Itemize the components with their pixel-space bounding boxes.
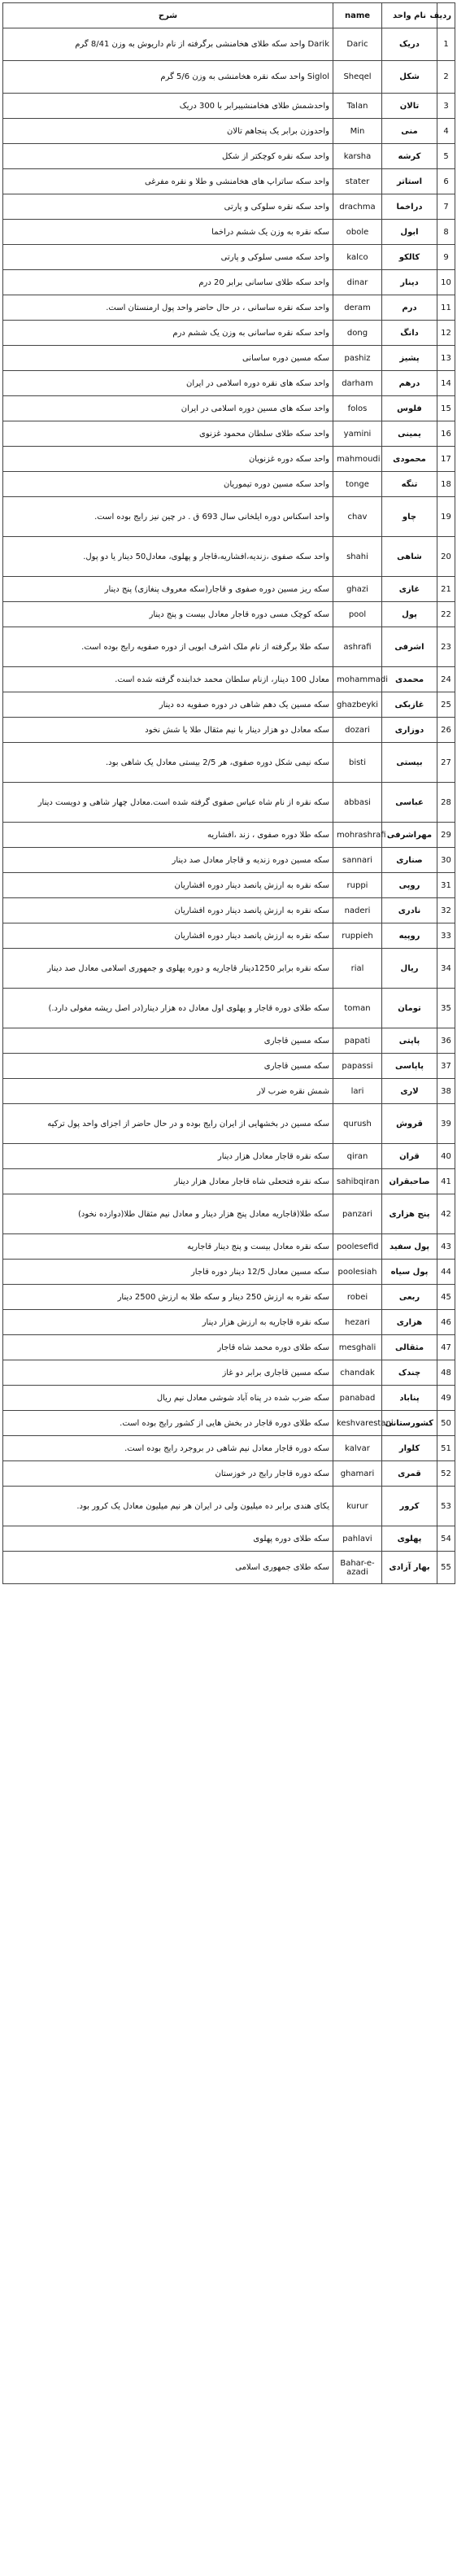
table-row bbox=[3, 537, 455, 577]
table-row bbox=[3, 1386, 455, 1411]
row-number: 27 bbox=[437, 743, 455, 783]
row-number: 54 bbox=[437, 1526, 455, 1552]
row-number: 9 bbox=[437, 245, 455, 270]
description: سکه نقره از نام شاه عباس صفوی گرفته شده است.معادل چهار شاهی و دویست دینار bbox=[3, 783, 333, 823]
table-row bbox=[3, 61, 455, 94]
description: معادل 100 دینار، ازنام سلطان محمد خدابنده گرفته شده است. bbox=[3, 667, 333, 692]
table-row bbox=[3, 119, 455, 144]
row-number: 12 bbox=[437, 321, 455, 346]
description: سکه نقره به ارزش 250 دینار و سکه طلا به ارزش 2500 دینار bbox=[3, 1285, 333, 1310]
unit-name: شکل bbox=[382, 61, 437, 94]
latin-name: keshvarestani bbox=[333, 1411, 382, 1436]
latin-name: Daric bbox=[333, 28, 382, 61]
unit-name: لاری bbox=[382, 1079, 437, 1104]
unit-name: استاتر bbox=[382, 169, 437, 194]
unit-name: پشیز bbox=[382, 346, 437, 371]
latin-name: chav bbox=[333, 497, 382, 537]
unit-name: محمودی bbox=[382, 447, 437, 472]
row-number: 32 bbox=[437, 898, 455, 923]
unit-name: درهم bbox=[382, 371, 437, 396]
description: سکه مسین قاجاری برابر دو غاز bbox=[3, 1360, 333, 1386]
description: Darik واحد سکه طلای هخامنشی برگرفته از نام داریوش به وزن 8/41 گرم bbox=[3, 28, 333, 61]
table-row bbox=[3, 270, 455, 295]
unit-name: فلوس bbox=[382, 396, 437, 421]
description: واحد سکه نقره ساسانی به وزن یک ششم درم bbox=[3, 321, 333, 346]
latin-name: obole bbox=[333, 220, 382, 245]
description: یکای هندی برابر ده میلیون ولی در ایران هر نیم میلیون معادل یک کرور بود. bbox=[3, 1487, 333, 1526]
latin-name: shahi bbox=[333, 537, 382, 577]
row-number: 21 bbox=[437, 577, 455, 602]
row-number: 45 bbox=[437, 1285, 455, 1310]
unit-name: پناباد bbox=[382, 1386, 437, 1411]
table-row bbox=[3, 949, 455, 989]
table-row bbox=[3, 194, 455, 220]
unit-name: کالکو bbox=[382, 245, 437, 270]
unit-name: روپیه bbox=[382, 923, 437, 949]
unit-name: چندک bbox=[382, 1360, 437, 1386]
latin-name: poolesiah bbox=[333, 1260, 382, 1285]
unit-name: دریک bbox=[382, 28, 437, 61]
description: سکه نقره قاجاریه به ارزش هزار دینار bbox=[3, 1310, 333, 1335]
table-row bbox=[3, 28, 455, 61]
description: سکه معادل دو هزار دینار با نیم مثقال طلا یا شش نخود bbox=[3, 718, 333, 743]
latin-name: ghazi bbox=[333, 577, 382, 602]
unit-name: تالان bbox=[382, 94, 437, 119]
header-description: شرح bbox=[3, 3, 333, 28]
row-number: 1 bbox=[437, 28, 455, 61]
description: سکه نقره فتحعلی شاه قاجار معادل هزار دینار bbox=[3, 1169, 333, 1194]
table-row bbox=[3, 169, 455, 194]
description: سکه طلای دوره قاجار در بخش هایی از کشور رایج بوده است. bbox=[3, 1411, 333, 1436]
row-number: 16 bbox=[437, 421, 455, 447]
table-row bbox=[3, 371, 455, 396]
unit-name: پاپتی bbox=[382, 1028, 437, 1054]
table-row bbox=[3, 1552, 455, 1584]
unit-name: مهراشرفی bbox=[382, 823, 437, 848]
row-number: 49 bbox=[437, 1386, 455, 1411]
row-number: 10 bbox=[437, 270, 455, 295]
row-number: 36 bbox=[437, 1028, 455, 1054]
row-number: 22 bbox=[437, 602, 455, 627]
row-number: 46 bbox=[437, 1310, 455, 1335]
table-row bbox=[3, 1169, 455, 1194]
description: واحد سکه نقره سلوکی و پارتی bbox=[3, 194, 333, 220]
table-row bbox=[3, 1335, 455, 1360]
latin-name: robei bbox=[333, 1285, 382, 1310]
table-row bbox=[3, 602, 455, 627]
latin-name: yamini bbox=[333, 421, 382, 447]
latin-name: pashiz bbox=[333, 346, 382, 371]
unit-name: روپی bbox=[382, 873, 437, 898]
row-number: 17 bbox=[437, 447, 455, 472]
latin-name: hezari bbox=[333, 1310, 382, 1335]
latin-name: bisti bbox=[333, 743, 382, 783]
latin-name: chandak bbox=[333, 1360, 382, 1386]
row-number: 52 bbox=[437, 1461, 455, 1487]
table-row bbox=[3, 1526, 455, 1552]
latin-name: abbasi bbox=[333, 783, 382, 823]
latin-name: dong bbox=[333, 321, 382, 346]
latin-name: papati bbox=[333, 1028, 382, 1054]
description: واحدشمش طلای هخامنشیبرابر با 300 دریک bbox=[3, 94, 333, 119]
latin-name: Talan bbox=[333, 94, 382, 119]
description: واحد سکه های مسین دوره اسلامی در ایران bbox=[3, 396, 333, 421]
unit-name: قمری bbox=[382, 1461, 437, 1487]
table-row bbox=[3, 321, 455, 346]
row-number: 13 bbox=[437, 346, 455, 371]
unit-name: مثقالی bbox=[382, 1335, 437, 1360]
row-number: 43 bbox=[437, 1234, 455, 1260]
table-row bbox=[3, 1310, 455, 1335]
table-row bbox=[3, 667, 455, 692]
description: سکه مسین دوره زندیه و قاجار معادل صد دینار bbox=[3, 848, 333, 873]
row-number: 35 bbox=[437, 989, 455, 1028]
description: سکه نقره به ارزش پانصد دینار دوره افشاریان bbox=[3, 898, 333, 923]
description: واحد اسکناس دوره ایلخانی سال 693 ق . در چین نیز رایج بوده است. bbox=[3, 497, 333, 537]
description: واحد سکه طلای ساسانی برابر 20 درم bbox=[3, 270, 333, 295]
table-row bbox=[3, 692, 455, 718]
latin-name: folos bbox=[333, 396, 382, 421]
latin-name: papassi bbox=[333, 1054, 382, 1079]
description: سکه مسین یک دهم شاهی در دوره صفویه ده دینار bbox=[3, 692, 333, 718]
unit-name: تومان bbox=[382, 989, 437, 1028]
unit-name: قروش bbox=[382, 1104, 437, 1144]
description: سکه طلا دوره صفوی ، زند ،افشاریه bbox=[3, 823, 333, 848]
table-row bbox=[3, 396, 455, 421]
description: واحد سکه مسین دوره تیموریان bbox=[3, 472, 333, 497]
description: واحد سکه ساتراپ های هخامنشی و طلا و نقره مفرغی bbox=[3, 169, 333, 194]
row-number: 44 bbox=[437, 1260, 455, 1285]
latin-name: tonge bbox=[333, 472, 382, 497]
description: واحد سکه مسی سلوکی و پارتی bbox=[3, 245, 333, 270]
table-row bbox=[3, 627, 455, 667]
unit-name: ابول bbox=[382, 220, 437, 245]
row-number: 25 bbox=[437, 692, 455, 718]
unit-name: غازبکی bbox=[382, 692, 437, 718]
latin-name: deram bbox=[333, 295, 382, 321]
unit-name: پنج هزاری bbox=[382, 1194, 437, 1234]
unit-name: عباسی bbox=[382, 783, 437, 823]
table-row bbox=[3, 823, 455, 848]
table-row bbox=[3, 1234, 455, 1260]
row-number: 37 bbox=[437, 1054, 455, 1079]
row-number: 48 bbox=[437, 1360, 455, 1386]
unit-name: هزاری bbox=[382, 1310, 437, 1335]
row-number: 7 bbox=[437, 194, 455, 220]
table-row bbox=[3, 1194, 455, 1234]
table-row bbox=[3, 783, 455, 823]
row-number: 29 bbox=[437, 823, 455, 848]
table-row bbox=[3, 295, 455, 321]
latin-name: Bahar-e-azadi bbox=[333, 1552, 382, 1584]
table-row bbox=[3, 1144, 455, 1169]
unit-name: کشورستانی bbox=[382, 1411, 437, 1436]
table-row bbox=[3, 1104, 455, 1144]
latin-name: drachma bbox=[333, 194, 382, 220]
description: Siglol واحد سکه نقره هخامنشی به وزن 5/6 گرم bbox=[3, 61, 333, 94]
table-row bbox=[3, 447, 455, 472]
unit-name: دینار bbox=[382, 270, 437, 295]
row-number: 5 bbox=[437, 144, 455, 169]
description: واحد سکه دوره غزنویان bbox=[3, 447, 333, 472]
row-number: 15 bbox=[437, 396, 455, 421]
description: سکه مسین معادل 12/5 دینار دوره قاجار bbox=[3, 1260, 333, 1285]
latin-name: kalco bbox=[333, 245, 382, 270]
latin-name: toman bbox=[333, 989, 382, 1028]
unit-name: پهلوی bbox=[382, 1526, 437, 1552]
row-number: 24 bbox=[437, 667, 455, 692]
header-row bbox=[3, 3, 455, 28]
unit-name: کلوار bbox=[382, 1436, 437, 1461]
table-row bbox=[3, 245, 455, 270]
table-row bbox=[3, 718, 455, 743]
unit-name: ریال bbox=[382, 949, 437, 989]
table-row bbox=[3, 1028, 455, 1054]
description: واحد سکه نقره کوچکتر از شکل bbox=[3, 144, 333, 169]
latin-name: qiran bbox=[333, 1144, 382, 1169]
unit-name: ربعی bbox=[382, 1285, 437, 1310]
row-number: 14 bbox=[437, 371, 455, 396]
description: سکه دوره قاجار رایج در خوزستان bbox=[3, 1461, 333, 1487]
table-row bbox=[3, 421, 455, 447]
latin-name: panabad bbox=[333, 1386, 382, 1411]
latin-name: sannari bbox=[333, 848, 382, 873]
row-number: 53 bbox=[437, 1487, 455, 1526]
table-row bbox=[3, 346, 455, 371]
description: سکه طلای دوره پهلوی bbox=[3, 1526, 333, 1552]
row-number: 39 bbox=[437, 1104, 455, 1144]
unit-name: غازی bbox=[382, 577, 437, 602]
latin-name: stater bbox=[333, 169, 382, 194]
latin-name: dinar bbox=[333, 270, 382, 295]
latin-name: mohrashrafi bbox=[333, 823, 382, 848]
latin-name: ashrafi bbox=[333, 627, 382, 667]
latin-name: kurur bbox=[333, 1487, 382, 1526]
unit-name: تنگه bbox=[382, 472, 437, 497]
unit-name: یمینی bbox=[382, 421, 437, 447]
row-number: 23 bbox=[437, 627, 455, 667]
description: سکه مسین دوره ساسانی bbox=[3, 346, 333, 371]
unit-name: شاهی bbox=[382, 537, 437, 577]
table-row bbox=[3, 848, 455, 873]
table-body bbox=[3, 28, 455, 1584]
row-number: 30 bbox=[437, 848, 455, 873]
description: واحد سکه طلای سلطان محمود غزنوی bbox=[3, 421, 333, 447]
latin-name: naderi bbox=[333, 898, 382, 923]
description: سکه مسین قاجاری bbox=[3, 1054, 333, 1079]
latin-name: mohammadi bbox=[333, 667, 382, 692]
table-row bbox=[3, 1079, 455, 1104]
description: سکه نقره برابر 1250دینار قاجاریه و دوره پهلوی و جمهوری اسلامی معادل صد دینار bbox=[3, 949, 333, 989]
row-number: 51 bbox=[437, 1436, 455, 1461]
unit-name: درم bbox=[382, 295, 437, 321]
description: شمش نقره ضرب لار bbox=[3, 1079, 333, 1104]
row-number: 20 bbox=[437, 537, 455, 577]
table-row bbox=[3, 1461, 455, 1487]
unit-name: پول bbox=[382, 602, 437, 627]
description: سکه ریز مسین دوره صفوی و قاجار(سکه معروف پنغازی) پنج دینار bbox=[3, 577, 333, 602]
description: واحدوزن برابر یک پنجاهم تالان bbox=[3, 119, 333, 144]
description: سکه نقره به ارزش پانصد دینار دوره افشاریان bbox=[3, 923, 333, 949]
latin-name: kalvar bbox=[333, 1436, 382, 1461]
description: واحد سکه های نقره دوره اسلامی در ایران bbox=[3, 371, 333, 396]
table-row bbox=[3, 743, 455, 783]
unit-name: اشرفی bbox=[382, 627, 437, 667]
row-number: 4 bbox=[437, 119, 455, 144]
description: سکه مسین قاجاری bbox=[3, 1028, 333, 1054]
unit-name: چاو bbox=[382, 497, 437, 537]
latin-name: panzari bbox=[333, 1194, 382, 1234]
row-number: 6 bbox=[437, 169, 455, 194]
unit-name: کرور bbox=[382, 1487, 437, 1526]
latin-name: pool bbox=[333, 602, 382, 627]
table-row bbox=[3, 1260, 455, 1285]
description: سکه نقره قاجار معادل هزار دینار bbox=[3, 1144, 333, 1169]
unit-name: صناری bbox=[382, 848, 437, 873]
description: سکه طلای دوره قاجار و پهلوی اول معادل ده هزار دینار(در اصل ریشه مغولی دارد.) bbox=[3, 989, 333, 1028]
table-row bbox=[3, 497, 455, 537]
header-latin-name: name bbox=[333, 3, 382, 28]
description: سکه نقره به ارزش پانصد دینار دوره افشاریان bbox=[3, 873, 333, 898]
latin-name: dozari bbox=[333, 718, 382, 743]
unit-name: کرشه bbox=[382, 144, 437, 169]
row-number: 2 bbox=[437, 61, 455, 94]
description: سکه نقره به وزن یک ششم دراخما bbox=[3, 220, 333, 245]
latin-name: sahibqiran bbox=[333, 1169, 382, 1194]
description: سکه طلای دوره محمد شاه قاجار bbox=[3, 1335, 333, 1360]
table-row bbox=[3, 577, 455, 602]
unit-name: محمدی bbox=[382, 667, 437, 692]
unit-name: قران bbox=[382, 1144, 437, 1169]
coin-units-table bbox=[2, 2, 455, 1584]
latin-name: poolesefid bbox=[333, 1234, 382, 1260]
row-number: 47 bbox=[437, 1335, 455, 1360]
unit-name: نادری bbox=[382, 898, 437, 923]
row-number: 40 bbox=[437, 1144, 455, 1169]
description: سکه طلای جمهوری اسلامی bbox=[3, 1552, 333, 1584]
description: سکه نیمی شکل دوره صفوی، هر 2/5 بیستی معادل یک شاهی بود. bbox=[3, 743, 333, 783]
latin-name: rial bbox=[333, 949, 382, 989]
table-row bbox=[3, 94, 455, 119]
latin-name: Sheqel bbox=[333, 61, 382, 94]
latin-name: qurush bbox=[333, 1104, 382, 1144]
row-number: 18 bbox=[437, 472, 455, 497]
latin-name: mahmoudi bbox=[333, 447, 382, 472]
description: واحد سکه نقره ساسانی ، در حال حاضر واحد پول ارمنستان است. bbox=[3, 295, 333, 321]
table-row bbox=[3, 923, 455, 949]
description: سکه مسین در بخشهایی از ایران رایج بوده و در حال حاضر از اجزای واحد پول ترکیه bbox=[3, 1104, 333, 1144]
row-number: 42 bbox=[437, 1194, 455, 1234]
row-number: 55 bbox=[437, 1552, 455, 1584]
table-row bbox=[3, 1436, 455, 1461]
unit-name: صاحبقران bbox=[382, 1169, 437, 1194]
latin-name: lari bbox=[333, 1079, 382, 1104]
row-number: 41 bbox=[437, 1169, 455, 1194]
table-row bbox=[3, 1285, 455, 1310]
table-row bbox=[3, 144, 455, 169]
table-row bbox=[3, 898, 455, 923]
latin-name: ghamari bbox=[333, 1461, 382, 1487]
table-row bbox=[3, 1054, 455, 1079]
table-row bbox=[3, 472, 455, 497]
row-number: 8 bbox=[437, 220, 455, 245]
description: سکه کوچک مسی دوره قاجار معادل بیست و پنج دینار bbox=[3, 602, 333, 627]
row-number: 28 bbox=[437, 783, 455, 823]
unit-name: بهار آزادی bbox=[382, 1552, 437, 1584]
latin-name: ruppieh bbox=[333, 923, 382, 949]
table-row bbox=[3, 1411, 455, 1436]
unit-name: دوزاری bbox=[382, 718, 437, 743]
latin-name: Min bbox=[333, 119, 382, 144]
row-number: 3 bbox=[437, 94, 455, 119]
table-row bbox=[3, 873, 455, 898]
row-number: 50 bbox=[437, 1411, 455, 1436]
latin-name: pahlavi bbox=[333, 1526, 382, 1552]
row-number: 34 bbox=[437, 949, 455, 989]
latin-name: ghazbeyki bbox=[333, 692, 382, 718]
table-row bbox=[3, 220, 455, 245]
row-number: 31 bbox=[437, 873, 455, 898]
latin-name: mesghali bbox=[333, 1335, 382, 1360]
description: سکه نقره معادل بیست و پنج دینار قاجاریه bbox=[3, 1234, 333, 1260]
row-number: 26 bbox=[437, 718, 455, 743]
description: سکه طلا(قاجاریه معادل پنج هزار دینار و معادل نیم مثقال طلا(دوازده نخود) bbox=[3, 1194, 333, 1234]
unit-name: دراخما bbox=[382, 194, 437, 220]
description: واحد سکه صفوی ،زندیه،افشاریه،قاجار و پهلوی، معادل50 دینار یا دو پول. bbox=[3, 537, 333, 577]
description: سکه طلا برگرفته از نام ملک اشرف ابویی از دوره صفویه رایج بوده است. bbox=[3, 627, 333, 667]
row-number: 11 bbox=[437, 295, 455, 321]
latin-name: karsha bbox=[333, 144, 382, 169]
unit-name: منی bbox=[382, 119, 437, 144]
row-number: 33 bbox=[437, 923, 455, 949]
row-number: 38 bbox=[437, 1079, 455, 1104]
latin-name: darham bbox=[333, 371, 382, 396]
row-number: 19 bbox=[437, 497, 455, 537]
description: سکه ضرب شده در پناه آباد شوشی معادل نیم ریال bbox=[3, 1386, 333, 1411]
table-row bbox=[3, 989, 455, 1028]
header-row-number: ردیف bbox=[437, 3, 455, 28]
unit-name: بیستی bbox=[382, 743, 437, 783]
unit-name: پول سیاه bbox=[382, 1260, 437, 1285]
header-unit-name: نام واحد bbox=[382, 3, 437, 28]
description: سکه دوره قاجار معادل نیم شاهی در بروجرد رایج بوده است. bbox=[3, 1436, 333, 1461]
table-row bbox=[3, 1487, 455, 1526]
table-row bbox=[3, 1360, 455, 1386]
latin-name: ruppi bbox=[333, 873, 382, 898]
unit-name: پول سفید bbox=[382, 1234, 437, 1260]
unit-name: پاپاسی bbox=[382, 1054, 437, 1079]
unit-name: دانگ bbox=[382, 321, 437, 346]
